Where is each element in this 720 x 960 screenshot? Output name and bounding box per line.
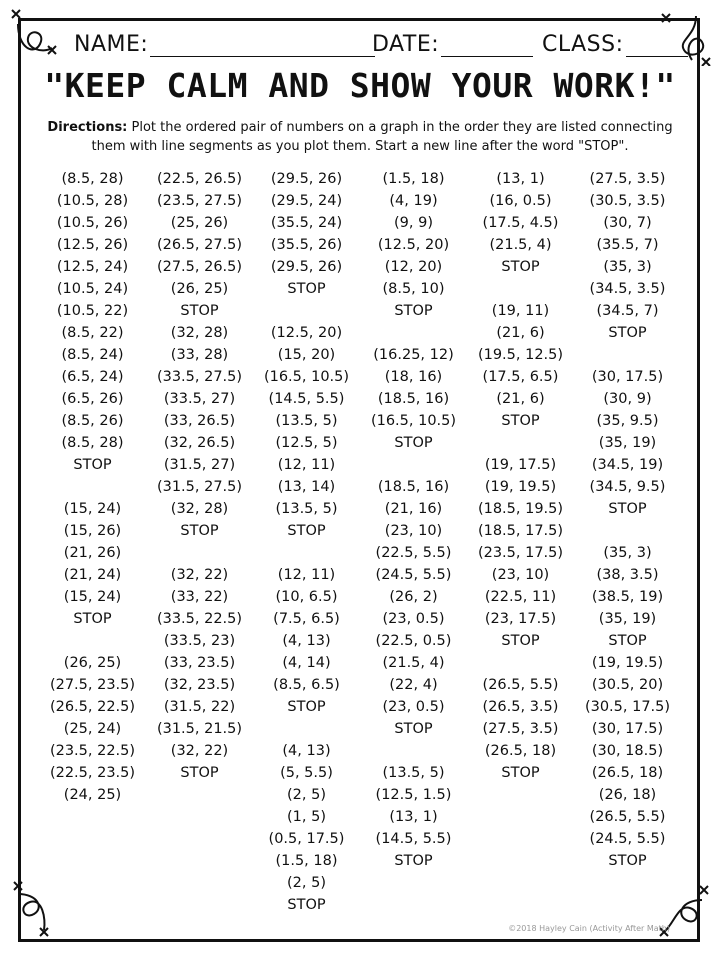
- ordered-pair: (30.5, 17.5): [584, 699, 671, 715]
- ordered-pair: (15, 26): [63, 523, 122, 539]
- header-row: [0, 30, 720, 64]
- stop-marker: STOP: [501, 259, 540, 275]
- ordered-pair: (33.5, 23): [163, 633, 236, 649]
- ordered-pair: (34.5, 19): [591, 457, 664, 473]
- ordered-pair: (12.5, 20): [377, 237, 450, 253]
- ordered-pair: (19, 19.5): [591, 655, 664, 671]
- ordered-pair: (16.5, 10.5): [370, 413, 457, 429]
- ordered-pair: (13.5, 5): [382, 765, 445, 781]
- ordered-pair: (22.5, 26.5): [156, 171, 243, 187]
- name-label: NAME:: [74, 32, 149, 57]
- ordered-pair: (23, 17.5): [484, 611, 557, 627]
- ordered-pair: (14.5, 5.5): [268, 391, 345, 407]
- ordered-pair: (38, 3.5): [596, 567, 659, 583]
- ordered-pair: (10.5, 22): [56, 303, 129, 319]
- name-blank[interactable]: [150, 30, 375, 57]
- ordered-pair: (14.5, 5.5): [375, 831, 452, 847]
- directions-label: Directions:: [47, 120, 128, 135]
- ordered-pair: (35, 19): [598, 611, 657, 627]
- ordered-pair: (8.5, 28): [61, 435, 124, 451]
- ordered-pair: (2, 5): [287, 875, 326, 891]
- stop-marker: STOP: [287, 281, 326, 297]
- ordered-pair: (24.5, 5.5): [589, 831, 666, 847]
- stop-marker: STOP: [394, 721, 433, 737]
- stop-marker: STOP: [180, 523, 219, 539]
- ordered-pair: (30, 9): [603, 391, 652, 407]
- ordered-pair: (16.5, 10.5): [263, 369, 350, 385]
- ordered-pair: (15, 24): [63, 501, 122, 517]
- ordered-pair: (4, 13): [282, 633, 331, 649]
- ordered-pair: (5, 5.5): [280, 765, 333, 781]
- ordered-pair: (29.5, 26): [270, 259, 343, 275]
- ordered-pair: (33, 26.5): [163, 413, 236, 429]
- ordered-pair: (27.5, 3.5): [482, 721, 559, 737]
- ordered-pair: (22.5, 23.5): [49, 765, 136, 781]
- ordered-pair: (25, 26): [170, 215, 229, 231]
- copyright-note: ©2018 Hayley Cain (Activity After Math): [508, 924, 670, 933]
- ordered-pair: (18.5, 17.5): [477, 523, 564, 539]
- ordered-pair: (21.5, 4): [489, 237, 552, 253]
- ordered-pair: (30, 17.5): [591, 369, 664, 385]
- ordered-pair: (8.5, 26): [61, 413, 124, 429]
- class-field: [542, 30, 688, 57]
- ordered-pair: (34.5, 7): [596, 303, 659, 319]
- ordered-pair: (8.5, 28): [61, 171, 124, 187]
- ordered-pair: (27.5, 23.5): [49, 677, 136, 693]
- stop-marker: STOP: [501, 413, 540, 429]
- ordered-pair: (30, 17.5): [591, 721, 664, 737]
- ordered-pair: (10, 6.5): [275, 589, 338, 605]
- ordered-pair: (10.5, 28): [56, 193, 129, 209]
- stop-marker: STOP: [73, 611, 112, 627]
- class-blank[interactable]: [626, 30, 688, 57]
- ordered-pair: (35.5, 7): [596, 237, 659, 253]
- ordered-pair: (35, 3): [603, 545, 652, 561]
- ordered-pair: (30, 18.5): [591, 743, 664, 759]
- ordered-pair: (26.5, 18): [484, 743, 557, 759]
- ordered-pair: (13, 14): [277, 479, 336, 495]
- date-label: DATE:: [372, 32, 440, 57]
- ordered-pair: (31.5, 21.5): [156, 721, 243, 737]
- stop-marker: STOP: [394, 435, 433, 451]
- ordered-pair: (17.5, 4.5): [482, 215, 559, 231]
- ordered-pair: (26, 2): [389, 589, 438, 605]
- ordered-pair: (34.5, 9.5): [589, 479, 666, 495]
- ordered-pair: (22.5, 11): [484, 589, 557, 605]
- ordered-pair: (32, 26.5): [163, 435, 236, 451]
- ordered-pair: (1.5, 18): [382, 171, 445, 187]
- ordered-pair: (18.5, 16): [377, 479, 450, 495]
- ordered-pair: (34.5, 3.5): [589, 281, 666, 297]
- stop-marker: STOP: [287, 897, 326, 913]
- ordered-pair: (26.5, 3.5): [482, 699, 559, 715]
- page-title: "KEEP CALM AND SHOW YOUR WORK!": [44, 66, 676, 105]
- ordered-pair: (18.5, 19.5): [477, 501, 564, 517]
- ordered-pair: (12.5, 1.5): [375, 787, 452, 803]
- ordered-pair: (13, 1): [496, 171, 545, 187]
- stop-marker: STOP: [608, 633, 647, 649]
- ordered-pair: (32, 28): [170, 501, 229, 517]
- ordered-pair: (17.5, 6.5): [482, 369, 559, 385]
- stop-marker: STOP: [501, 765, 540, 781]
- ordered-pair: (21, 26): [63, 545, 122, 561]
- ordered-pair: (31.5, 27.5): [156, 479, 243, 495]
- ordered-pair: (26, 25): [170, 281, 229, 297]
- ordered-pair: (33.5, 22.5): [156, 611, 243, 627]
- ordered-pair: (2, 5): [287, 787, 326, 803]
- stop-marker: STOP: [608, 853, 647, 869]
- ordered-pair: (13, 1): [389, 809, 438, 825]
- ordered-pair: (18.5, 16): [377, 391, 450, 407]
- ordered-pair: (0.5, 17.5): [268, 831, 345, 847]
- ordered-pair: (26.5, 22.5): [49, 699, 136, 715]
- ordered-pair: (10.5, 24): [56, 281, 129, 297]
- ordered-pair: (31.5, 22): [163, 699, 236, 715]
- ordered-pair: (21.5, 4): [382, 655, 445, 671]
- ordered-pair: (33.5, 27.5): [156, 369, 243, 385]
- ordered-pair: (30.5, 20): [591, 677, 664, 693]
- ordered-pair: (35, 3): [603, 259, 652, 275]
- ordered-pair: (35, 9.5): [596, 413, 659, 429]
- ordered-pair: (6.5, 24): [61, 369, 124, 385]
- class-label: CLASS:: [542, 32, 624, 57]
- ordered-pair: (23, 0.5): [382, 611, 445, 627]
- directions-text: Plot the ordered pair of numbers on a graph in the order they are listed connecting them with line segments as you plot them. Start a new line after the word "STOP".: [91, 120, 673, 154]
- ordered-pair: (33, 28): [170, 347, 229, 363]
- ordered-pair: (18, 16): [384, 369, 443, 385]
- stop-marker: STOP: [73, 457, 112, 473]
- ordered-pair: (35.5, 24): [270, 215, 343, 231]
- ordered-pair: (22.5, 0.5): [375, 633, 452, 649]
- ordered-pair: (23.5, 27.5): [156, 193, 243, 209]
- ordered-pair: (38.5, 19): [591, 589, 664, 605]
- ordered-pair: (35, 19): [598, 435, 657, 451]
- ordered-pair: (8.5, 22): [61, 325, 124, 341]
- ordered-pair: (4, 13): [282, 743, 331, 759]
- ordered-pair: (19, 19.5): [484, 479, 557, 495]
- ordered-pair: (8.5, 24): [61, 347, 124, 363]
- ordered-pair: (32, 22): [170, 743, 229, 759]
- ordered-pair: (31.5, 27): [163, 457, 236, 473]
- ordered-pair: (27.5, 26.5): [156, 259, 243, 275]
- ordered-pair: (22.5, 5.5): [375, 545, 452, 561]
- stop-marker: STOP: [501, 633, 540, 649]
- stop-marker: STOP: [287, 523, 326, 539]
- ordered-pair: (33, 23.5): [163, 655, 236, 671]
- ordered-pair: (12.5, 20): [270, 325, 343, 341]
- ordered-pair: (21, 16): [384, 501, 443, 517]
- ordered-pair: (26, 25): [63, 655, 122, 671]
- ordered-pair: (26.5, 5.5): [589, 809, 666, 825]
- ordered-pair: (12.5, 24): [56, 259, 129, 275]
- ordered-pair: (13.5, 5): [275, 501, 338, 517]
- date-field: [372, 30, 533, 57]
- stop-marker: STOP: [394, 303, 433, 319]
- stop-marker: STOP: [180, 765, 219, 781]
- stop-marker: STOP: [180, 303, 219, 319]
- ordered-pair: (35.5, 26): [270, 237, 343, 253]
- ordered-pair: (23.5, 22.5): [49, 743, 136, 759]
- ordered-pair: (33, 22): [170, 589, 229, 605]
- coordinate-column-4: [361, 168, 466, 928]
- ordered-pair: (30.5, 3.5): [589, 193, 666, 209]
- ordered-pair: (7.5, 6.5): [273, 611, 340, 627]
- ordered-pair: (26.5, 5.5): [482, 677, 559, 693]
- ordered-pair: (29.5, 26): [270, 171, 343, 187]
- name-field: [74, 30, 375, 57]
- ordered-pair: (32, 28): [170, 325, 229, 341]
- ordered-pair: (15, 20): [277, 347, 336, 363]
- ordered-pair: (16, 0.5): [489, 193, 552, 209]
- ordered-pair: (33.5, 27): [163, 391, 236, 407]
- ordered-pair: (23, 0.5): [382, 699, 445, 715]
- date-blank[interactable]: [441, 30, 533, 57]
- ordered-pair: (12, 11): [277, 567, 336, 583]
- ordered-pair: (4, 19): [389, 193, 438, 209]
- ordered-pair: (21, 6): [496, 391, 545, 407]
- ordered-pair: (29.5, 24): [270, 193, 343, 209]
- ordered-pair: (12.5, 26): [56, 237, 129, 253]
- coordinate-column-5: [468, 168, 573, 928]
- ordered-pair: (23, 10): [384, 523, 443, 539]
- ordered-pair: (16.25, 12): [373, 347, 454, 363]
- stop-marker: STOP: [608, 325, 647, 341]
- ordered-pair: (19, 17.5): [484, 457, 557, 473]
- coordinate-column-3: [254, 168, 359, 928]
- ordered-pair: (32, 22): [170, 567, 229, 583]
- ordered-pair: (12, 20): [384, 259, 443, 275]
- ordered-pair: (8.5, 10): [382, 281, 445, 297]
- ordered-pair: (8.5, 6.5): [273, 677, 340, 693]
- stop-marker: STOP: [287, 699, 326, 715]
- ordered-pair: (1, 5): [287, 809, 326, 825]
- ordered-pair: (27.5, 3.5): [589, 171, 666, 187]
- coordinate-column-1: [40, 168, 145, 928]
- ordered-pair: (26, 18): [598, 787, 657, 803]
- ordered-pair: (19.5, 12.5): [477, 347, 564, 363]
- ordered-pair: (4, 14): [282, 655, 331, 671]
- coordinate-column-2: [147, 168, 252, 928]
- ordered-pair: (26.5, 27.5): [156, 237, 243, 253]
- ordered-pair: (19, 11): [491, 303, 550, 319]
- ordered-pair: (10.5, 26): [56, 215, 129, 231]
- ordered-pair: (24, 25): [63, 787, 122, 803]
- ordered-pair: (26.5, 18): [591, 765, 664, 781]
- ordered-pair: (23.5, 17.5): [477, 545, 564, 561]
- ordered-pair: (12.5, 5): [275, 435, 338, 451]
- ordered-pair: (1.5, 18): [275, 853, 338, 869]
- ordered-pair: (23, 10): [491, 567, 550, 583]
- ordered-pair: (22, 4): [389, 677, 438, 693]
- ordered-pair: (13.5, 5): [275, 413, 338, 429]
- coordinate-columns: [40, 168, 680, 928]
- ordered-pair: (15, 24): [63, 589, 122, 605]
- ordered-pair: (9, 9): [394, 215, 433, 231]
- ordered-pair: (30, 7): [603, 215, 652, 231]
- ordered-pair: (21, 24): [63, 567, 122, 583]
- ordered-pair: (6.5, 26): [61, 391, 124, 407]
- ordered-pair: (24.5, 5.5): [375, 567, 452, 583]
- stop-marker: STOP: [608, 501, 647, 517]
- ordered-pair: (21, 6): [496, 325, 545, 341]
- ordered-pair: (32, 23.5): [163, 677, 236, 693]
- coordinate-column-6: [575, 168, 680, 928]
- stop-marker: STOP: [394, 853, 433, 869]
- ordered-pair: (12, 11): [277, 457, 336, 473]
- directions: [40, 118, 680, 156]
- ordered-pair: (25, 24): [63, 721, 122, 737]
